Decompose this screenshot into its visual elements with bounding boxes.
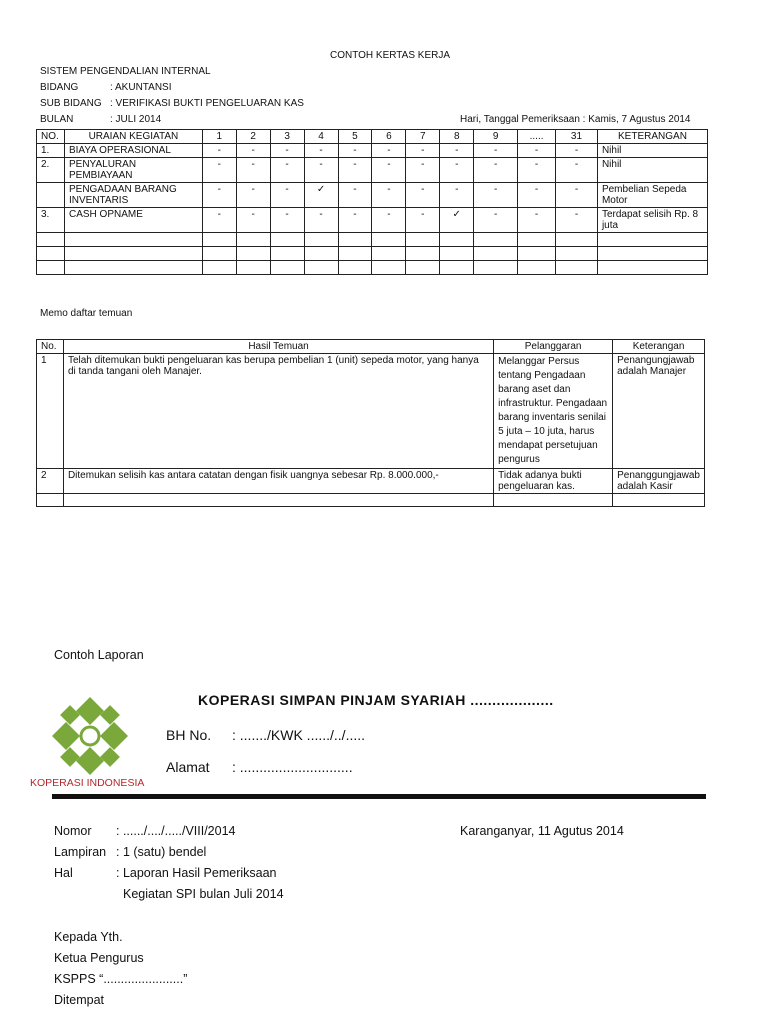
day-cell: - xyxy=(236,144,270,158)
day-cell: - xyxy=(236,158,270,183)
checkmark-icon: ✓ xyxy=(440,208,474,233)
day-cell: - xyxy=(406,208,440,233)
hal-label: Hal xyxy=(54,866,73,880)
row-no: 1. xyxy=(37,144,65,158)
report-label: Contoh Laporan xyxy=(54,648,144,662)
day-cell: - xyxy=(270,183,304,208)
subbidang-label: SUB BIDANG xyxy=(40,98,102,109)
day-cell: - xyxy=(556,208,598,233)
col-header: 5 xyxy=(338,130,372,144)
col-header: ..... xyxy=(518,130,556,144)
table-row xyxy=(37,144,708,158)
memo-table xyxy=(36,339,705,507)
col-header: 31 xyxy=(556,130,598,144)
day-cell: - xyxy=(338,183,372,208)
nomor-value: : ....../..../...../VIII/2014 xyxy=(116,824,236,838)
bidang-label: BIDANG xyxy=(40,82,79,93)
memo-hasil: Ditemukan selisih kas antara catatan dengan fisik uangnya sebesar Rp. 8.000.000,- xyxy=(63,469,493,494)
worksheet-title: CONTOH KERTAS KERJA xyxy=(330,50,451,61)
col-header: 6 xyxy=(372,130,406,144)
day-cell: - xyxy=(338,158,372,183)
day-cell: - xyxy=(518,183,556,208)
col-header: URAIAN KEGIATAN xyxy=(64,130,202,144)
day-cell: - xyxy=(406,183,440,208)
nomor-label: Nomor xyxy=(54,824,92,838)
col-header: 3 xyxy=(270,130,304,144)
day-cell: - xyxy=(440,183,474,208)
day-cell: - xyxy=(372,183,406,208)
day-cell: - xyxy=(202,183,236,208)
col-header: 1 xyxy=(202,130,236,144)
col-header: NO. xyxy=(37,130,65,144)
day-cell: - xyxy=(270,158,304,183)
table-row xyxy=(37,208,708,233)
table-row xyxy=(37,469,705,494)
day-cell: - xyxy=(518,208,556,233)
alamat-label: Alamat xyxy=(166,759,210,775)
day-cell: - xyxy=(406,144,440,158)
col-header: KETERANGAN xyxy=(597,130,707,144)
memo-keterangan: Penangungjawab adalah Manajer xyxy=(613,354,705,469)
alamat-value: : ............................. xyxy=(232,759,353,775)
system-label: SISTEM PENGENDALIAN INTERNAL xyxy=(40,66,211,77)
col-header: 2 xyxy=(236,130,270,144)
row-no xyxy=(37,183,65,208)
col-header: 9 xyxy=(474,130,518,144)
col-header: No. xyxy=(37,340,64,354)
lampiran-label: Lampiran xyxy=(54,845,107,859)
subbidang-value: : VERIFIKASI BUKTI PENGELUARAN KAS xyxy=(110,98,304,109)
memo-keterangan: Penanggungjawab adalah Kasir xyxy=(613,469,705,494)
day-cell: - xyxy=(440,158,474,183)
row-keterangan: Terdapat selisih Rp. 8 juta xyxy=(597,208,707,233)
row-no: 2. xyxy=(37,158,65,183)
day-cell: - xyxy=(270,208,304,233)
col-header: 4 xyxy=(304,130,338,144)
bulan-label: BULAN xyxy=(40,114,74,125)
row-no: 3. xyxy=(37,208,65,233)
memo-label: Memo daftar temuan xyxy=(40,308,133,319)
empty-row xyxy=(37,247,708,261)
row-keterangan: Nihil xyxy=(597,158,707,183)
bh-value: : ......./KWK ....../../..... xyxy=(232,727,366,743)
day-cell: - xyxy=(474,144,518,158)
memo-header-row xyxy=(37,340,705,354)
day-cell: - xyxy=(304,144,338,158)
row-uraian: BIAYA OPERASIONAL xyxy=(64,144,202,158)
worksheet-table xyxy=(36,129,708,275)
day-cell: - xyxy=(372,158,406,183)
hal-value: : Laporan Hasil Pemeriksaan xyxy=(116,866,277,880)
row-uraian: CASH OPNAME xyxy=(64,208,202,233)
row-uraian: PENYALURAN PEMBIAYAAN xyxy=(64,158,202,183)
day-cell: - xyxy=(304,158,338,183)
memo-no: 1 xyxy=(37,354,64,469)
empty-row xyxy=(37,233,708,247)
col-header: 7 xyxy=(406,130,440,144)
bh-label: BH No. xyxy=(166,727,212,743)
row-keterangan: Nihil xyxy=(597,144,707,158)
day-cell: - xyxy=(556,183,598,208)
memo-pelanggaran: Tidak adanya bukti pengeluaran kas. xyxy=(494,469,613,494)
hal-value-2: Kegiatan SPI bulan Juli 2014 xyxy=(123,887,284,901)
row-uraian: PENGADAAN BARANG INVENTARIS xyxy=(64,183,202,208)
empty-row xyxy=(37,494,705,507)
kepada: Kepada Yth. xyxy=(54,930,123,944)
day-cell: - xyxy=(270,144,304,158)
day-cell: - xyxy=(338,144,372,158)
worksheet-header-row xyxy=(37,130,708,144)
day-cell: - xyxy=(202,208,236,233)
day-cell: - xyxy=(202,158,236,183)
col-header: 8 xyxy=(440,130,474,144)
bulan-value: : JULI 2014 xyxy=(110,114,162,125)
ketua: Ketua Pengurus xyxy=(54,951,144,965)
col-header: Pelanggaran xyxy=(494,340,613,354)
lampiran-value: : 1 (satu) bendel xyxy=(116,845,207,859)
day-cell: - xyxy=(236,208,270,233)
ditempat: Ditempat xyxy=(54,993,105,1007)
memo-hasil: Telah ditemukan bukti pengeluaran kas berupa pembelian 1 (unit) sepeda motor, yang hanya di tanda tangani oleh Manajer. xyxy=(63,354,493,469)
day-cell: - xyxy=(474,158,518,183)
bidang-value: : AKUNTANSI xyxy=(110,82,172,93)
day-cell: - xyxy=(236,183,270,208)
table-row xyxy=(37,158,708,183)
day-cell: - xyxy=(518,144,556,158)
place-date: Karanganyar, 11 Agutus 2014 xyxy=(460,824,624,838)
empty-row xyxy=(37,261,708,275)
day-cell: - xyxy=(474,183,518,208)
day-cell: - xyxy=(202,144,236,158)
col-header: Hasil Temuan xyxy=(63,340,493,354)
day-cell: - xyxy=(556,144,598,158)
checkmark-icon: ✓ xyxy=(304,183,338,208)
day-cell: - xyxy=(372,144,406,158)
row-keterangan: Pembelian Sepeda Motor xyxy=(597,183,707,208)
memo-no: 2 xyxy=(37,469,64,494)
logo-text: KOPERASI INDONESIA xyxy=(30,777,145,789)
day-cell: - xyxy=(556,158,598,183)
day-cell: - xyxy=(372,208,406,233)
exam-date: Hari, Tanggal Pemeriksaan : Kamis, 7 Agustus 2014 xyxy=(460,114,691,125)
day-cell: - xyxy=(338,208,372,233)
day-cell: - xyxy=(304,208,338,233)
day-cell: - xyxy=(518,158,556,183)
header-divider xyxy=(52,794,706,799)
koperasi-logo-icon xyxy=(30,693,150,779)
memo-pelanggaran: Melanggar Persus tentang Pengadaan barang aset dan infrastruktur. Pengadaan barang inventaris senilai 5 juta – 10 juta, harus mendapat persetujuan pengurus xyxy=(494,354,613,469)
table-row xyxy=(37,354,705,469)
day-cell: - xyxy=(474,208,518,233)
ksspps: KSPPS “.......................” xyxy=(54,972,188,986)
org-name: KOPERASI SIMPAN PINJAM SYARIAH ................... xyxy=(198,692,554,708)
day-cell: - xyxy=(406,158,440,183)
day-cell: - xyxy=(440,144,474,158)
koperasi-logo xyxy=(30,693,150,793)
table-row xyxy=(37,183,708,208)
col-header: Keterangan xyxy=(613,340,705,354)
